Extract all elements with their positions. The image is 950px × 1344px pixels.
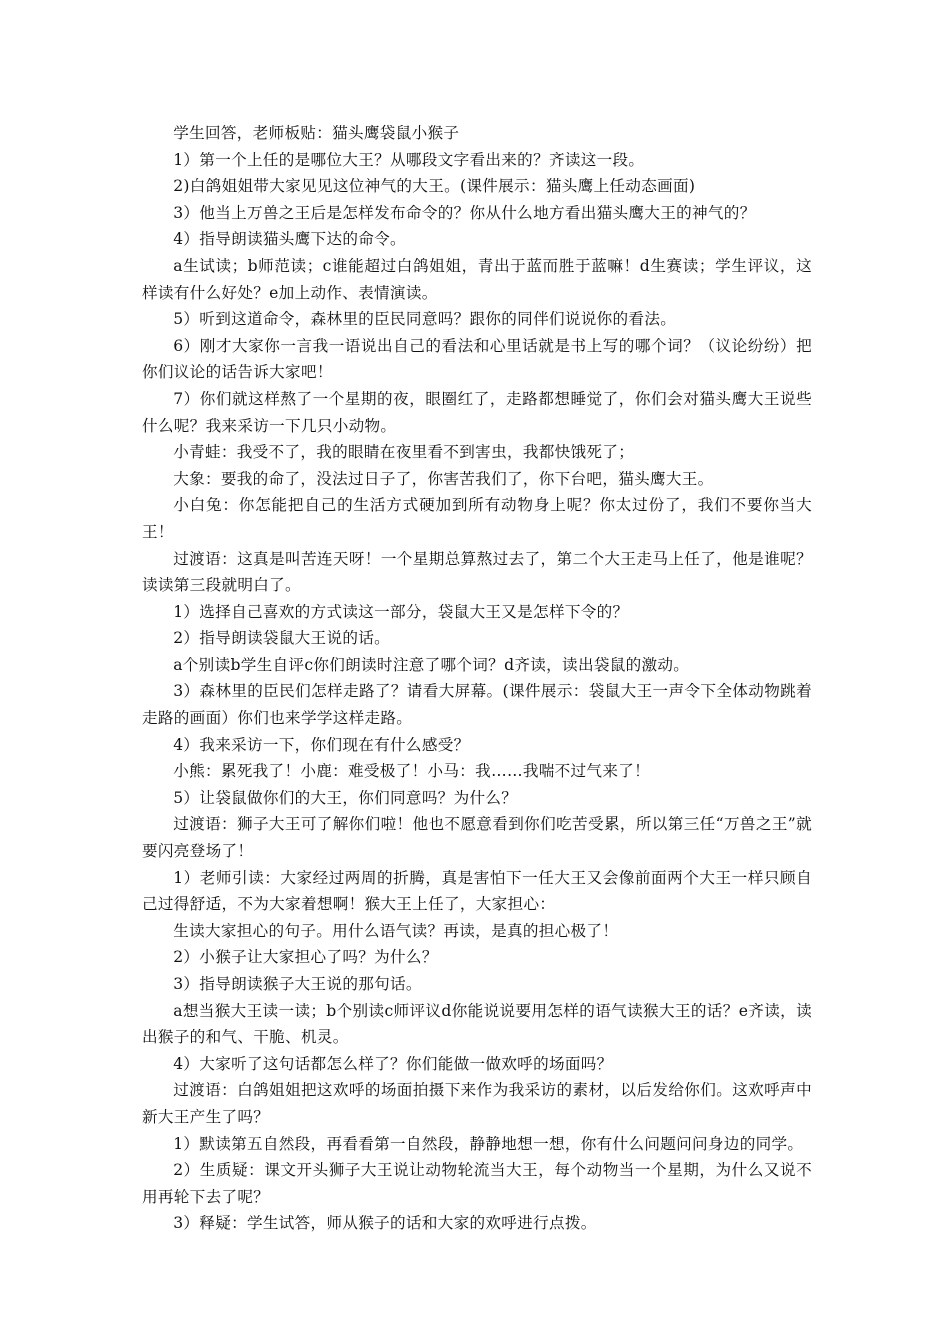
paragraph: 1）选择自己喜欢的方式读这一部分，袋鼠大王又是怎样下令的？ — [173, 602, 629, 621]
paragraph: 小青蛙：我受不了，我的眼睛在夜里看不到害虫，我都快饿死了； — [173, 443, 635, 462]
paragraph: 2)白鸽姐姐带大家见见这位神气的大王。(课件展示：猫头鹰上任动态画面) — [173, 177, 696, 196]
paragraph: 5）让袋鼠做你们的大王，你们同意吗？为什么？ — [173, 788, 518, 807]
paragraph: 2）指导朗读袋鼠大王说的话。 — [173, 629, 391, 648]
paragraph: 3）指导朗读猴子大王说的那句话。 — [173, 975, 422, 993]
paragraph: 4）我来采访一下，你们现在有什么感受？ — [173, 735, 470, 754]
paragraph: 4）指导朗读猫头鹰下达的命令。 — [173, 230, 406, 249]
paragraph: 小白兔：你怎能把自己的生活方式硬加到所有动物身上呢？你太过份了，我们不要你当大王！ — [142, 496, 812, 541]
paragraph: 5）听到这道命令，森林里的臣民同意吗？跟你的同伴们说说你的看法。 — [173, 310, 677, 329]
paragraph: 7）你们就这样熬了一个星期的夜，眼圈红了，走路都想睡觉了，你们会对猫头鹰大王说些什么呢？我来采访一下几只小动物。 — [142, 389, 812, 435]
paragraph: 1）默读第五自然段，再看看第一自然段，静静地想一想，你有什么问题问问身边的同学。 — [173, 1134, 804, 1153]
paragraph: a想当猴大王读一读；b个别读c师评议d你能说说要用怎样的语气读猴大王的话？e齐读，读出猴子的和气、干脆、机灵。 — [142, 1001, 812, 1047]
paragraph: 过渡语：白鸽姐姐把这欢呼的场面拍摄下来作为我采访的素材，以后发给你们。这欢呼声中新大王产生了吗？ — [142, 1081, 812, 1126]
document-page — [142, 120, 812, 1237]
paragraph: 6）刚才大家你一言我一语说出自己的看法和心里话就是书上写的哪个词？（议论纷纷）把你们议论的话告诉大家吧！ — [142, 336, 812, 382]
paragraph: 大象：要我的命了，没法过日子了，你害苦我们了，你下台吧，猫头鹰大王。 — [173, 469, 714, 488]
paragraph: 2）生质疑：课文开头狮子大王说让动物轮流当大王，每个动物当一个星期，为什么又说不用再轮下去了呢？ — [142, 1161, 812, 1206]
paragraph: 1）老师引读：大家经过两周的折腾，真是害怕下一任大王又会像前面两个大王一样只顾自己过得舒适，不为大家着想啊！猴大王上任了，大家担心： — [142, 868, 812, 914]
paragraph: 学生回答，老师板贴：猫头鹰袋鼠小猴子 — [173, 124, 460, 142]
paragraph: 3）释疑：学生试答，师从猴子的话和大家的欢呼进行点拨。 — [173, 1214, 597, 1233]
paragraph: 小熊：累死我了！小鹿：难受极了！小马：我……我喘不过气来了！ — [173, 762, 651, 781]
paragraph: 3）森林里的臣民们怎样走路了？请看大屏幕。(课件展示：袋鼠大王一声令下全体动物跳着走路的画面）你们也来学学这样走路。 — [142, 682, 812, 728]
paragraph: 4）大家听了这句话都怎么样了？你们能做一做欢呼的场面吗？ — [173, 1054, 613, 1073]
paragraph: 3）他当上万兽之王后是怎样发布命令的？你从什么地方看出猫头鹰大王的神气的？ — [173, 203, 756, 222]
paragraph: a个别读b学生自评c你们朗读时注意了哪个词？d齐读，读出袋鼠的激动。 — [173, 655, 690, 674]
paragraph: 2）小猴子让大家担心了吗？为什么？ — [173, 948, 438, 967]
paragraph: 过渡语：狮子大王可了解你们啦！他也不愿意看到你们吃苦受累，所以第三任“万兽之王”就要闪亮登场了！ — [142, 815, 812, 861]
paragraph: 过渡语：这真是叫苦连天呀！一个星期总算熬过去了，第二个大王走马上任了，他是谁呢？读读第三段就明白了。 — [142, 549, 812, 595]
paragraph: 生读大家担心的句子。用什么语气读？再读，是真的担心极了！ — [173, 921, 619, 940]
paragraph: a生试读；b师范读；c谁能超过白鸽姐姐，青出于蓝而胜于蓝嘛！d生赛读；学生评议，这样读有什么好处？e加上动作、表情演读。 — [142, 256, 812, 302]
paragraph: 1）第一个上任的是哪位大王？从哪段文字看出来的？齐读这一段。 — [173, 150, 645, 169]
